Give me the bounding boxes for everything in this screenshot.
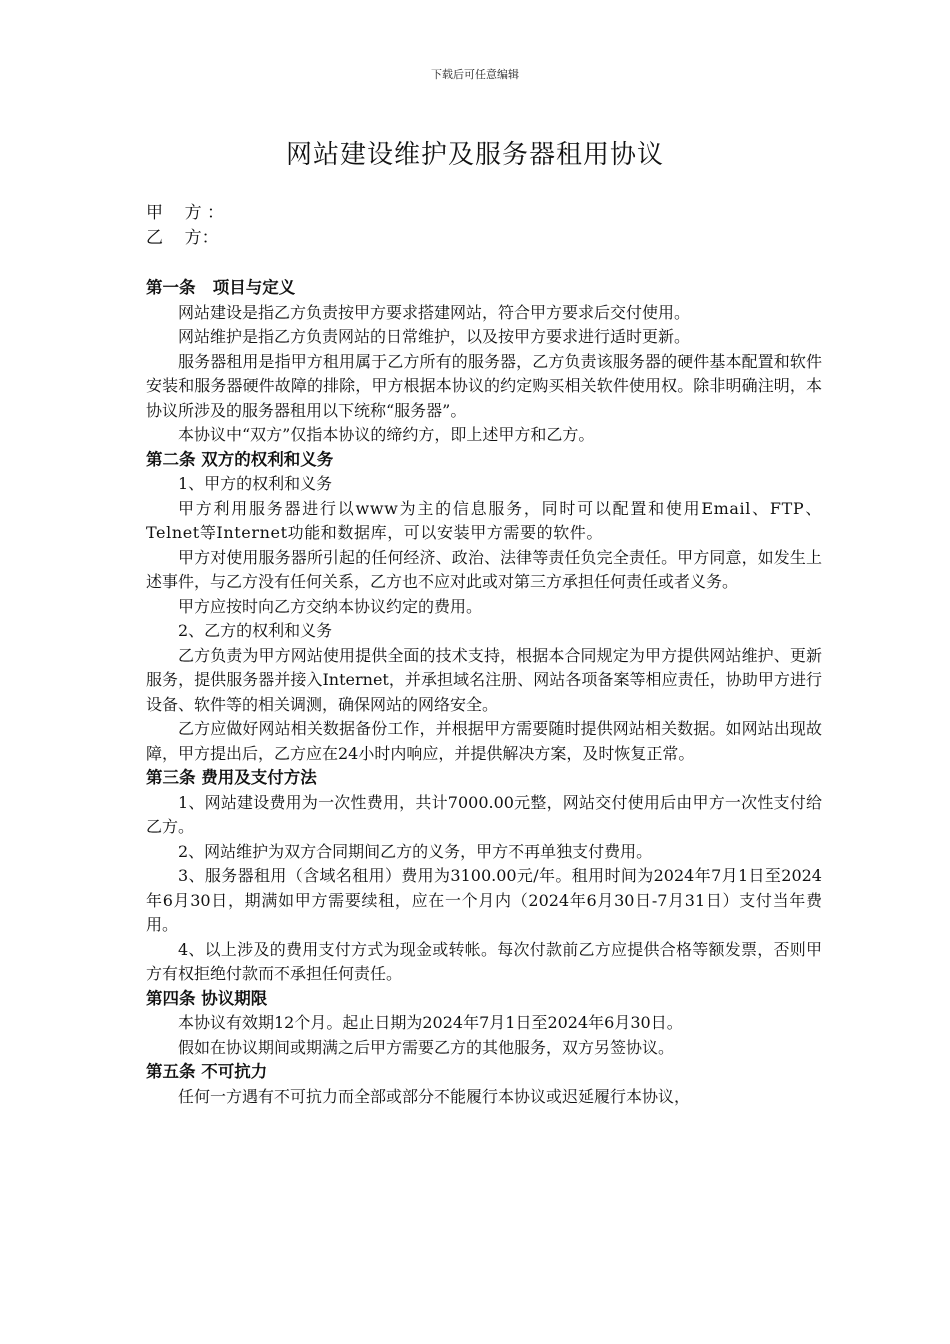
paragraph: 甲方应按时向乙方交纳本协议约定的费用。 xyxy=(178,596,483,616)
paragraph: 甲方对使用服务器所引起的任何经济、政治、法律等责任负完全责任。甲方同意，如发生上述事件，与乙方没有任何关系，乙方也不应对此或对第三方承担任何责任或者义务。 xyxy=(146,547,822,591)
parties-block xyxy=(146,201,826,251)
section-heading: 第五条 不可抗力 xyxy=(146,1062,268,1081)
paragraph: 1、网站建设费用为一次性费用，共计7000.00元整，网站交付使用后由甲方一次性支付给乙方。 xyxy=(146,792,822,836)
paragraph: 本协议中“双方”仅指本协议的缔约方，即上述甲方和乙方。 xyxy=(178,425,595,444)
document-title: 网站建设维护及服务器租用协议 xyxy=(285,140,664,170)
section-4-term xyxy=(146,987,822,1061)
paragraph: 网站建设是指乙方负责按甲方要求搭建网站，符合甲方要求后交付使用。 xyxy=(178,302,691,322)
subheading-party-a: 1、甲方的权利和义务 xyxy=(178,474,333,493)
party-b-line: 乙 方： xyxy=(146,228,219,248)
paragraph: 2、网站维护为双方合同期间乙方的义务，甲方不再单独支付费用。 xyxy=(178,841,653,861)
paragraph: 乙方应做好网站相关数据备份工作，并根据甲方需要随时提供网站相关数据。如网站出现故障，甲方提出后，乙方应在24小时内响应，并提供解决方案，及时恢复正常。 xyxy=(146,719,822,763)
section-heading: 第四条 协议期限 xyxy=(146,988,268,1008)
paragraph: 本协议有效期12个月。起止日期为2024年7月1日至2024年6月30日。 xyxy=(178,1013,683,1032)
paragraph: 乙方负责为甲方网站使用提供全面的技术支持，根据本合同规定为甲方提供网站维护、更新服务，提供服务器并接入Internet，并承担域名注册、网站各项备案等相应责任，协助甲方进行设备、软件等的相关调测，确保网站的网络安全。 xyxy=(146,645,822,714)
section-2-rights-obligations xyxy=(146,448,822,767)
header-note: 下载后可任意编辑 xyxy=(431,68,519,81)
document-body xyxy=(146,276,822,1109)
subheading-party-b: 2、乙方的权利和义务 xyxy=(178,621,333,640)
section-heading: 第一条 项目与定义 xyxy=(146,278,296,297)
paragraph: 甲方利用服务器进行以www为主的信息服务，同时可以配置和使用Email、FTP、Telnet等Internet功能和数据库，可以安装甲方需要的软件。 xyxy=(146,498,822,542)
party-a-line: 甲 方 ： xyxy=(146,203,225,223)
section-heading: 第二条 双方的权利和义务 xyxy=(146,449,334,469)
section-1-definitions xyxy=(146,276,822,448)
paragraph: 服务器租用是指甲方租用属于乙方所有的服务器，乙方负责该服务器的硬件基本配置和软件安装和服务器硬件故障的排除，甲方根据本协议的约定购买相关软件使用权。除非明确注明，本协议所涉及的服务器租用以下统称“服务器”。 xyxy=(146,351,822,420)
paragraph: 假如在协议期间或期满之后甲方需要乙方的其他服务，双方另签协议。 xyxy=(178,1037,675,1057)
paragraph: 网站维护是指乙方负责网站的日常维护，以及按甲方要求进行适时更新。 xyxy=(178,327,691,346)
section-heading: 第三条 费用及支付方法 xyxy=(146,768,317,787)
section-5-force-majeure xyxy=(146,1060,822,1109)
section-3-fees-payment xyxy=(146,766,822,987)
paragraph: 任何一方遇有不可抗力而全部或部分不能履行本协议或迟延履行本协议， xyxy=(178,1086,691,1106)
paragraph: 3、服务器租用（含域名租用）费用为3100.00元/年。租用时间为2024年7月1日至2024年6月30日，期满如甲方需要续租，应在一个月内（2024年6月30日-7月31日）支付当年费用。 xyxy=(146,866,822,934)
paragraph: 4、以上涉及的费用支付方式为现金或转帐。每次付款前乙方应提供合格等额发票，否则甲方有权拒绝付款而不承担任何责任。 xyxy=(146,939,822,983)
